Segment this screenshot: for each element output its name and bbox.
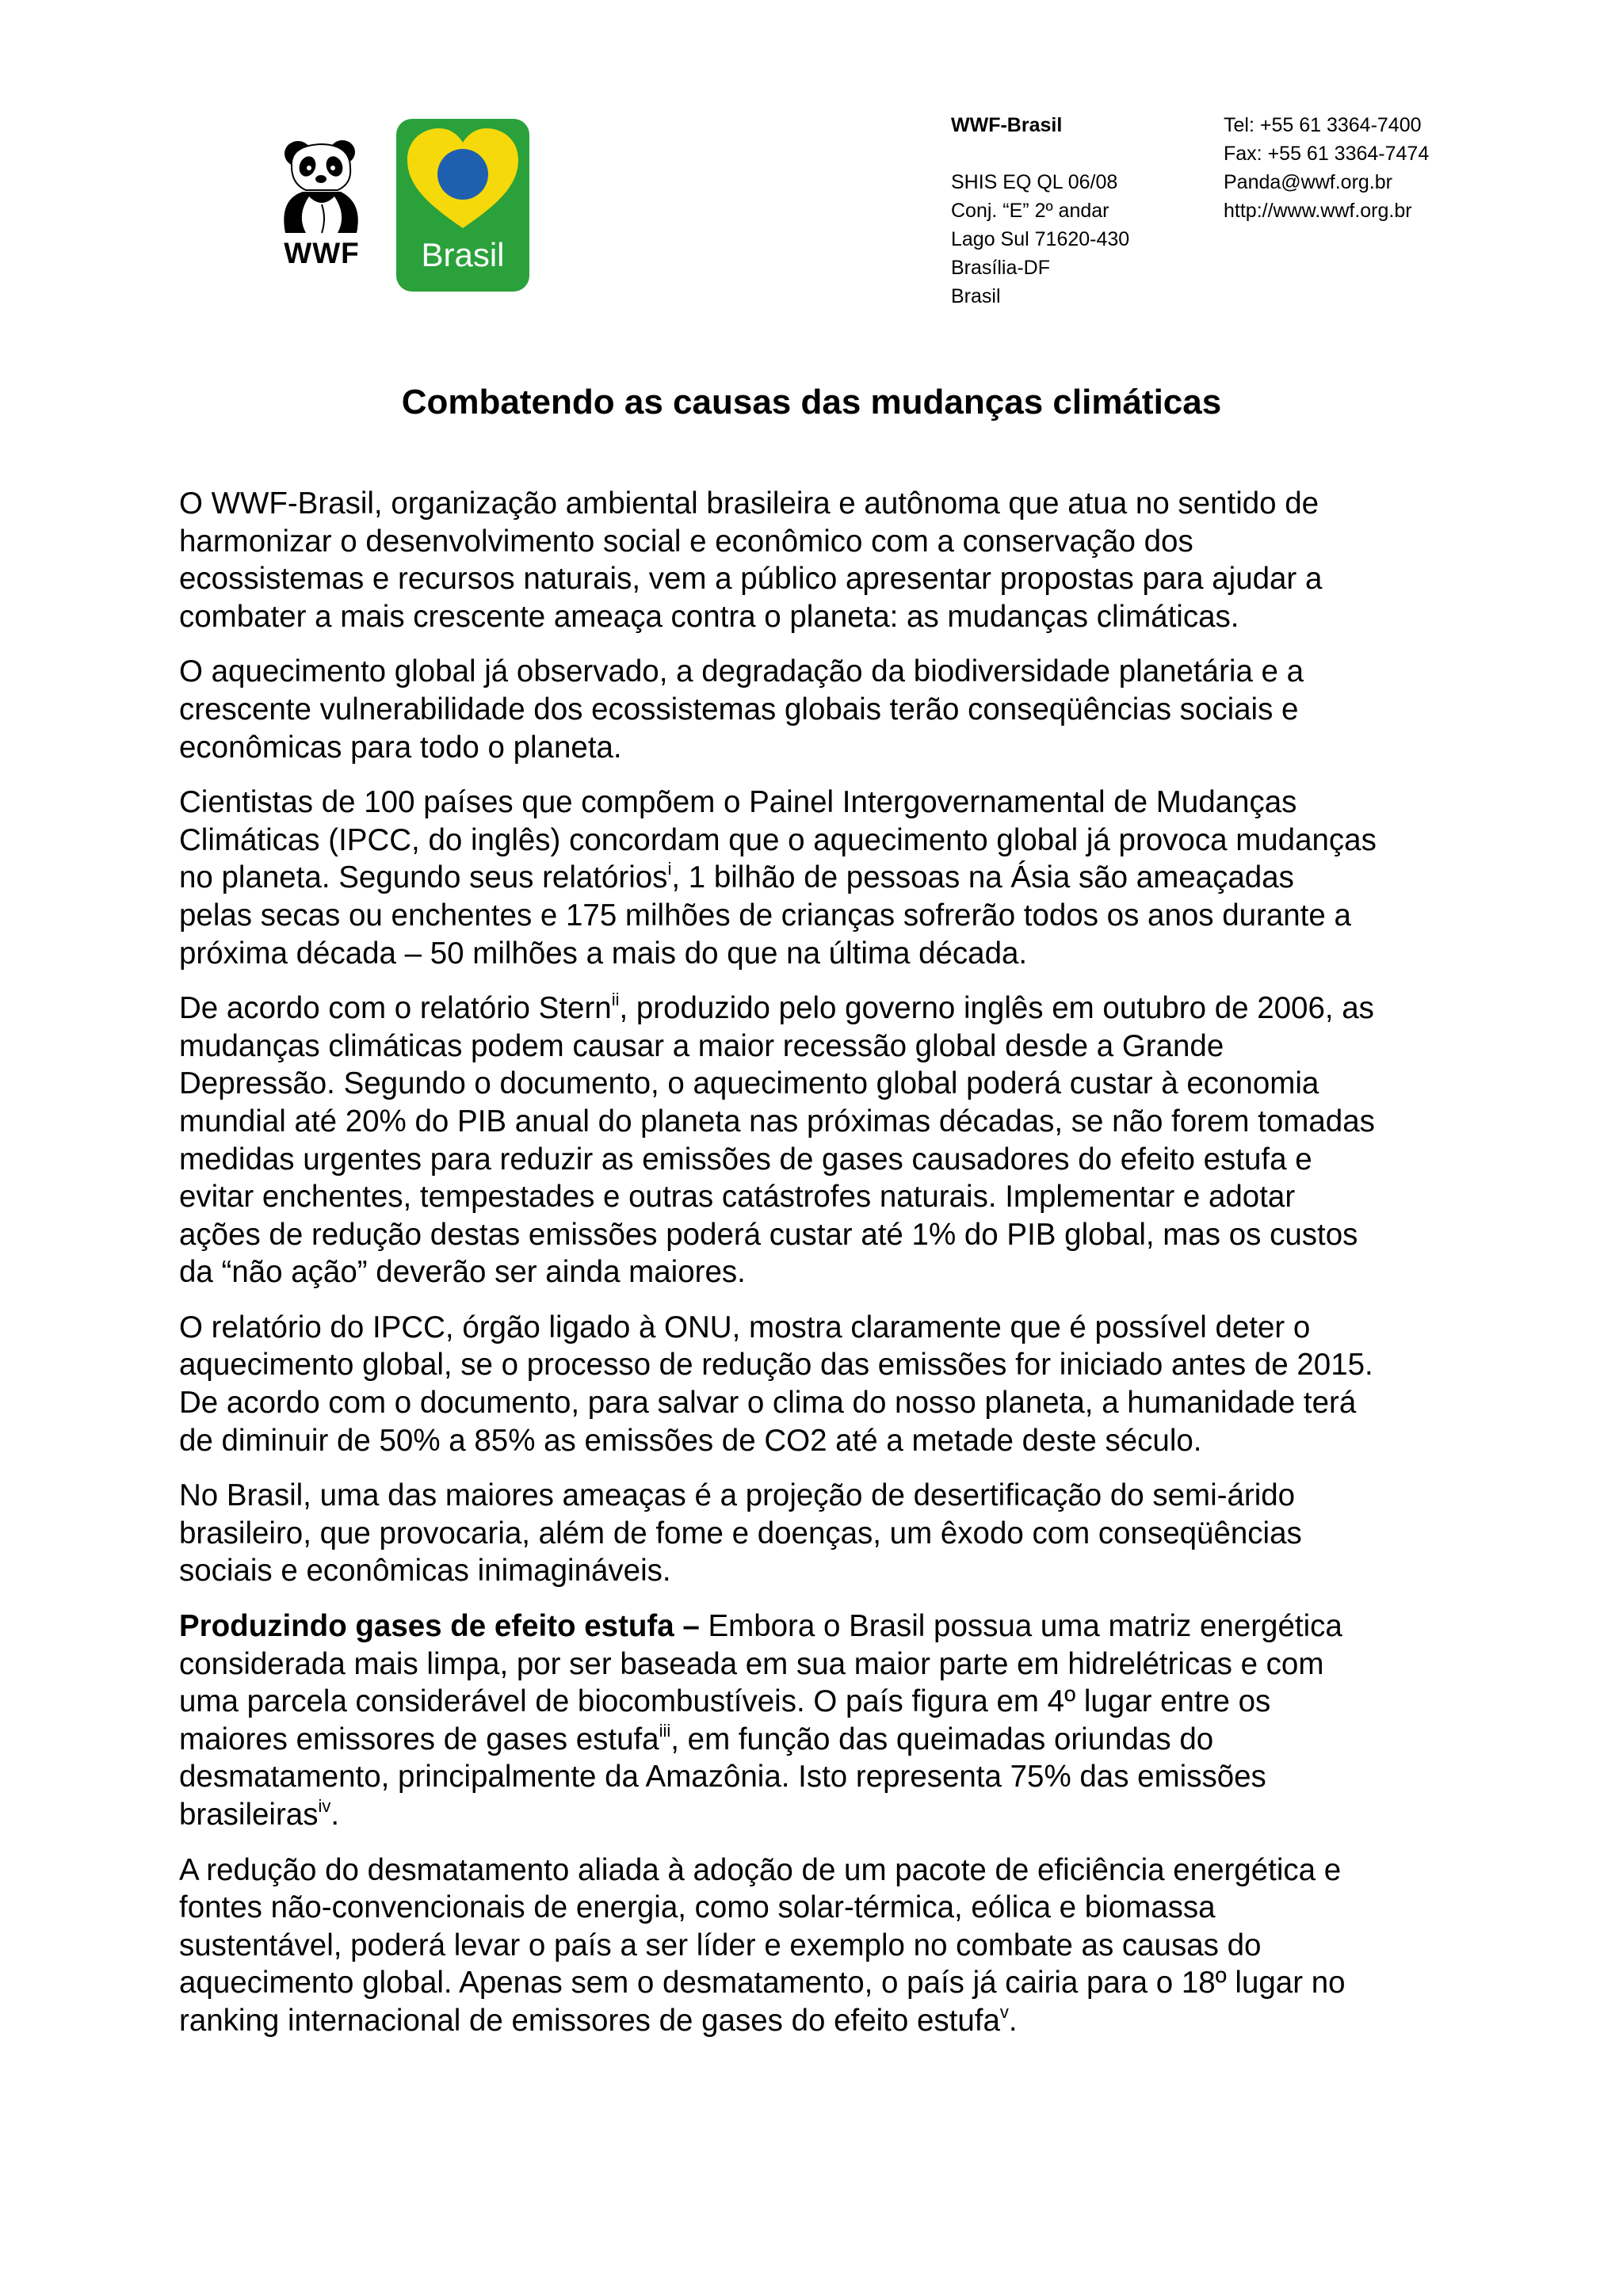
text-line: O aquecimento global já observado, a degradação da biodiversidade planetária e a bbox=[179, 654, 1304, 689]
text-line: O WWF-Brasil, organização ambiental brasileira e autônoma que atua no sentido de bbox=[179, 486, 1319, 521]
text-line: A redução do desmatamento aliada à adoção de um pacote de eficiência energética e bbox=[179, 1852, 1342, 1887]
paragraph bbox=[179, 1608, 1479, 1834]
section-lead: Produzindo gases de efeito estufa – bbox=[179, 1609, 700, 1644]
text-segment: , 1 bilhão de pessoas na Ásia são ameaçadas bbox=[671, 860, 1294, 895]
text-line: evitar enchentes, tempestades e outras catástrofes naturais. Implementar e adotar bbox=[179, 1180, 1296, 1215]
text-segment: Embora o Brasil possua uma matriz energética bbox=[699, 1609, 1342, 1644]
paragraph bbox=[179, 990, 1479, 1291]
address-line: Brasília-DF bbox=[951, 257, 1051, 279]
paragraph bbox=[179, 1309, 1479, 1459]
text-segment: , em função das queimadas oriundas do bbox=[670, 1722, 1214, 1756]
paragraph bbox=[179, 653, 1479, 766]
text-line bbox=[179, 1608, 1479, 1646]
paragraph bbox=[179, 485, 1479, 635]
text-line: crescente vulnerabilidade dos ecossistemas globais terão conseqüências sociais e bbox=[179, 692, 1299, 727]
org-name: WWF-Brasil bbox=[951, 114, 1063, 136]
contact-block bbox=[1224, 111, 1429, 225]
text-segment: no planeta. Segundo seus relatórios bbox=[179, 860, 668, 895]
paragraph bbox=[179, 784, 1479, 972]
text-line: de diminuir de 50% a 85% as emissões de CO2 até a metade deste século. bbox=[179, 1423, 1202, 1458]
text-line: brasileiro, que provocaria, além de fome e doenças, um êxodo com conseqüências bbox=[179, 1516, 1302, 1550]
address-line: Lago Sul 71620-430 bbox=[951, 228, 1130, 250]
text-line: ações de redução destas emissões poderá custar até 1% do PIB global, mas os custos bbox=[179, 1217, 1358, 1252]
text-line: próxima década – 50 milhões a mais do que na última década. bbox=[179, 936, 1028, 971]
text-line: ecossistemas e recursos naturais, vem a público apresentar propostas para ajudar a bbox=[179, 562, 1323, 597]
text-segment: ranking internacional de emissores de gases do efeito estufa bbox=[179, 2003, 1000, 2038]
brasil-logo bbox=[396, 119, 529, 292]
text-line: aquecimento global. Apenas sem o desmatamento, o país já cairia para o 18º lugar no bbox=[179, 1966, 1346, 2000]
wwf-panda-logo bbox=[274, 136, 369, 271]
text-line: mundial até 20% do PIB anual do planeta nas próximas décadas, se não forem tomadas bbox=[179, 1104, 1375, 1138]
text-line: desmatamento, principalmente da Amazônia. Isto representa 75% das emissões bbox=[179, 1760, 1266, 1794]
footnote-ref[interactable]: iii bbox=[659, 1720, 671, 1741]
footnote-ref[interactable]: iv bbox=[318, 1796, 331, 1816]
text-line: No Brasil, uma das maiores ameaças é a projeção de desertificação do semi-árido bbox=[179, 1478, 1296, 1513]
footnote-ref[interactable]: ii bbox=[611, 990, 620, 1010]
text-line: O relatório do IPCC, órgão ligado à ONU, mostra claramente que é possível deter o bbox=[179, 1310, 1311, 1344]
text-line: pelas secas ou enchentes e 175 milhões de crianças sofrerão todos os anos durante a bbox=[179, 898, 1351, 933]
document-title: Combatendo as causas das mudanças climáticas bbox=[401, 383, 1222, 421]
text-line: da “não ação” deverão ser ainda maiores. bbox=[179, 1255, 746, 1290]
text-line: fontes não-convencionais de energia, como solar-térmica, eólica e biomassa bbox=[179, 1890, 1216, 1925]
text-line bbox=[179, 859, 1479, 897]
text-line bbox=[179, 1721, 1479, 1759]
paragraph bbox=[179, 1477, 1479, 1590]
text-line: Climáticas (IPCC, do inglês) concordam que o aquecimento global já provoca mudanças bbox=[179, 822, 1377, 857]
text-line: combater a mais crescente ameaça contra o planeta: as mudanças climáticas. bbox=[179, 599, 1239, 634]
footnote-ref[interactable]: v bbox=[999, 2001, 1009, 2022]
text-segment: brasileiras bbox=[179, 1798, 319, 1832]
text-line: medidas urgentes para reduzir as emissões de gases causadores do efeito estufa e bbox=[179, 1142, 1312, 1177]
brasil-logo-text: Brasil bbox=[421, 236, 505, 273]
website-text: http://www.wwf.org.br bbox=[1224, 200, 1412, 222]
document-body bbox=[179, 485, 1479, 2058]
text-segment: . bbox=[330, 1798, 340, 1832]
text-segment: De acordo com o relatório Stern bbox=[179, 991, 612, 1026]
address-block bbox=[951, 111, 1129, 311]
text-line: considerada mais limpa, por ser baseada em sua maior parte em hidrelétricas e com bbox=[179, 1646, 1324, 1681]
text-segment: maiores emissores de gases estufa bbox=[179, 1722, 659, 1756]
fax-text: Fax: +55 61 3364-7474 bbox=[1224, 143, 1430, 165]
text-segment: . bbox=[1008, 2003, 1018, 2038]
text-line: aquecimento global, se o processo de redução das emissões for iniciado antes de 2015. bbox=[179, 1348, 1373, 1383]
text-line: harmonizar o desenvolvimento social e econômico com a conservação dos bbox=[179, 524, 1193, 559]
address-line: SHIS EQ QL 06/08 bbox=[951, 171, 1118, 193]
text-line: uma parcela considerável de biocombustíveis. O país figura em 4º lugar entre os bbox=[179, 1684, 1271, 1719]
text-segment: , produzido pelo governo inglês em outubro de 2006, as bbox=[619, 991, 1374, 1026]
wwf-logo-text: WWF bbox=[284, 237, 360, 269]
text-line bbox=[179, 1796, 1479, 1834]
phone-text: Tel: +55 61 3364-7400 bbox=[1224, 114, 1422, 136]
text-line: Cientistas de 100 países que compõem o Painel Intergovernamental de Mudanças bbox=[179, 785, 1297, 820]
paragraph bbox=[179, 1852, 1479, 2040]
panda-icon bbox=[274, 136, 369, 239]
text-line: sustentável, poderá levar o país a ser líder e exemplo no combate as causas do bbox=[179, 1928, 1262, 1962]
text-line: mudanças climáticas podem causar a maior recessão global desde a Grande bbox=[179, 1028, 1224, 1063]
text-line: econômicas para todo o planeta. bbox=[179, 730, 622, 765]
text-line: Depressão. Segundo o documento, o aquecimento global poderá custar à economia bbox=[179, 1066, 1319, 1101]
text-line: sociais e econômicas inimagináveis. bbox=[179, 1554, 671, 1589]
text-line bbox=[179, 990, 1479, 1028]
footnote-ref[interactable]: i bbox=[667, 859, 672, 879]
text-line bbox=[179, 2002, 1479, 2040]
address-line: Conj. “E” 2º andar bbox=[951, 200, 1109, 222]
email-text: Panda@wwf.org.br bbox=[1224, 171, 1392, 193]
address-line: Brasil bbox=[951, 285, 1001, 307]
text-line: De acordo com o documento, para salvar o clima do nosso planeta, a humanidade terá bbox=[179, 1386, 1357, 1421]
heart-icon bbox=[396, 119, 529, 238]
